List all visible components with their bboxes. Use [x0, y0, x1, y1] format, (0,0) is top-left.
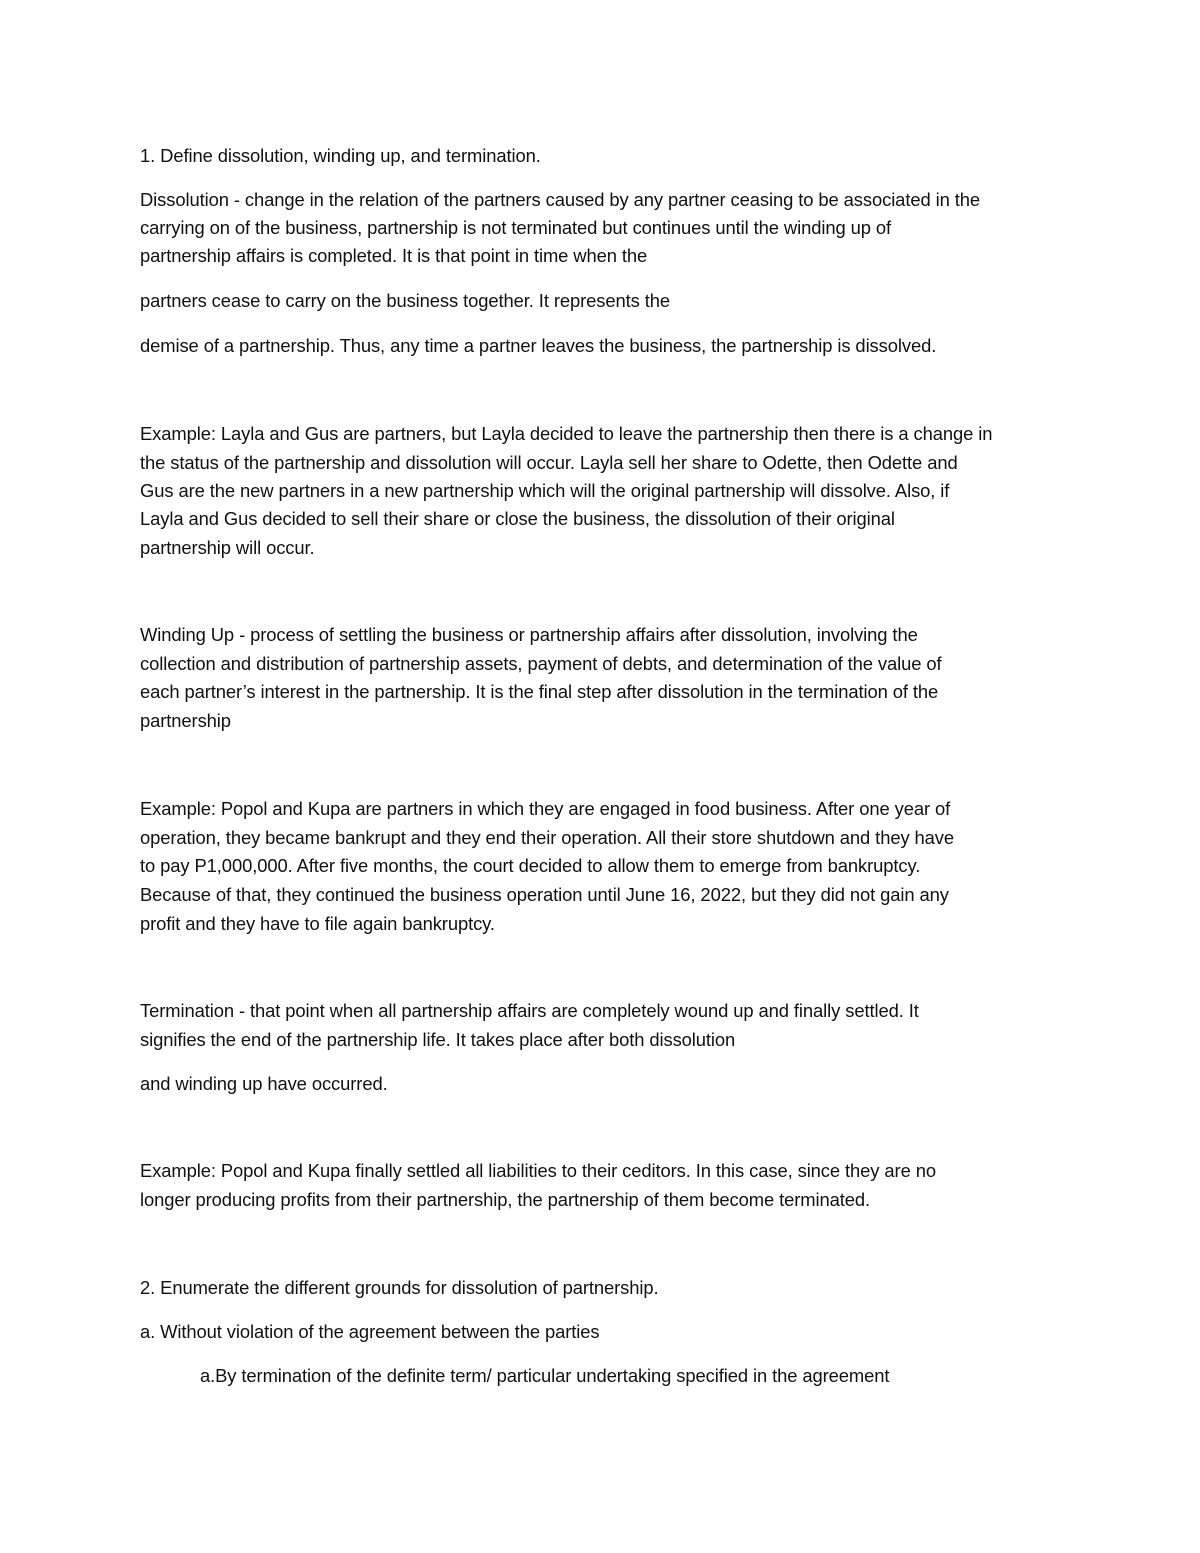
- termination-example-line-1: Example: Popol and Kupa finally settled all liabilities to their ceditors. In this case, since they are no: [140, 1160, 936, 1181]
- winding-up-definition-line-2: collection and distribution of partnership assets, payment of debts, and determination of the value of: [140, 653, 942, 674]
- termination-example-line-2: longer producing profits from their partnership, the partnership of them become terminated.: [140, 1189, 870, 1210]
- grounds-subitem-a: a.By termination of the definite term/ particular undertaking specified in the agreement: [200, 1365, 890, 1386]
- dissolution-example-line-3: Gus are the new partners in a new partnership which will the original partnership will dissolve. Also, if: [140, 480, 950, 501]
- dissolution-definition-line-4: partners cease to carry on the business together. It represents the: [140, 290, 670, 311]
- winding-up-example-line-5: profit and they have to file again bankruptcy.: [140, 913, 495, 934]
- termination-definition-line-1: Termination - that point when all partnership affairs are completely wound up and finally settled. It: [140, 1000, 919, 1021]
- question-2-heading: 2. Enumerate the different grounds for dissolution of partnership.: [140, 1277, 659, 1298]
- winding-up-example-line-4: Because of that, they continued the business operation until June 16, 2022, but they did not gain any: [140, 884, 949, 905]
- winding-up-definition-line-3: each partner’s interest in the partnership. It is the final step after dissolution in the termination of the: [140, 681, 939, 702]
- dissolution-example-line-2: the status of the partnership and dissolution will occur. Layla sell her share to Odette, then Odette and: [140, 452, 958, 473]
- winding-up-example-line-3: to pay P1,000,000. After five months, the court decided to allow them to emerge from bankruptcy.: [140, 855, 921, 876]
- dissolution-definition-line-3: partnership affairs is completed. It is that point in time when the: [140, 245, 648, 266]
- dissolution-definition-line-1: Dissolution - change in the relation of the partners caused by any partner ceasing to be associated in the: [140, 189, 980, 210]
- winding-up-definition-line-4: partnership: [140, 710, 231, 731]
- dissolution-definition-line-2: carrying on of the business, partnership is not terminated but continues until the winding up of: [140, 217, 891, 238]
- dissolution-example-line-4: Layla and Gus decided to sell their share or close the business, the dissolution of their original: [140, 508, 895, 529]
- termination-definition-line-3: and winding up have occurred.: [140, 1073, 388, 1094]
- dissolution-example-line-1: Example: Layla and Gus are partners, but Layla decided to leave the partnership then there is a change in: [140, 423, 993, 444]
- dissolution-definition-line-5: demise of a partnership. Thus, any time a partner leaves the business, the partnership is dissolved.: [140, 335, 937, 356]
- question-1-heading: 1. Define dissolution, winding up, and termination.: [140, 145, 541, 166]
- termination-definition-line-2: signifies the end of the partnership life. It takes place after both dissolution: [140, 1029, 736, 1050]
- winding-up-definition-line-1: Winding Up - process of settling the business or partnership affairs after dissolution, involving the: [140, 624, 918, 645]
- winding-up-example-line-2: operation, they became bankrupt and they end their operation. All their store shutdown and they have: [140, 827, 955, 848]
- winding-up-example-line-1: Example: Popol and Kupa are partners in which they are engaged in food business. After one year of: [140, 798, 951, 819]
- dissolution-example-line-5: partnership will occur.: [140, 537, 315, 558]
- grounds-item-a: a. Without violation of the agreement between the parties: [140, 1321, 600, 1342]
